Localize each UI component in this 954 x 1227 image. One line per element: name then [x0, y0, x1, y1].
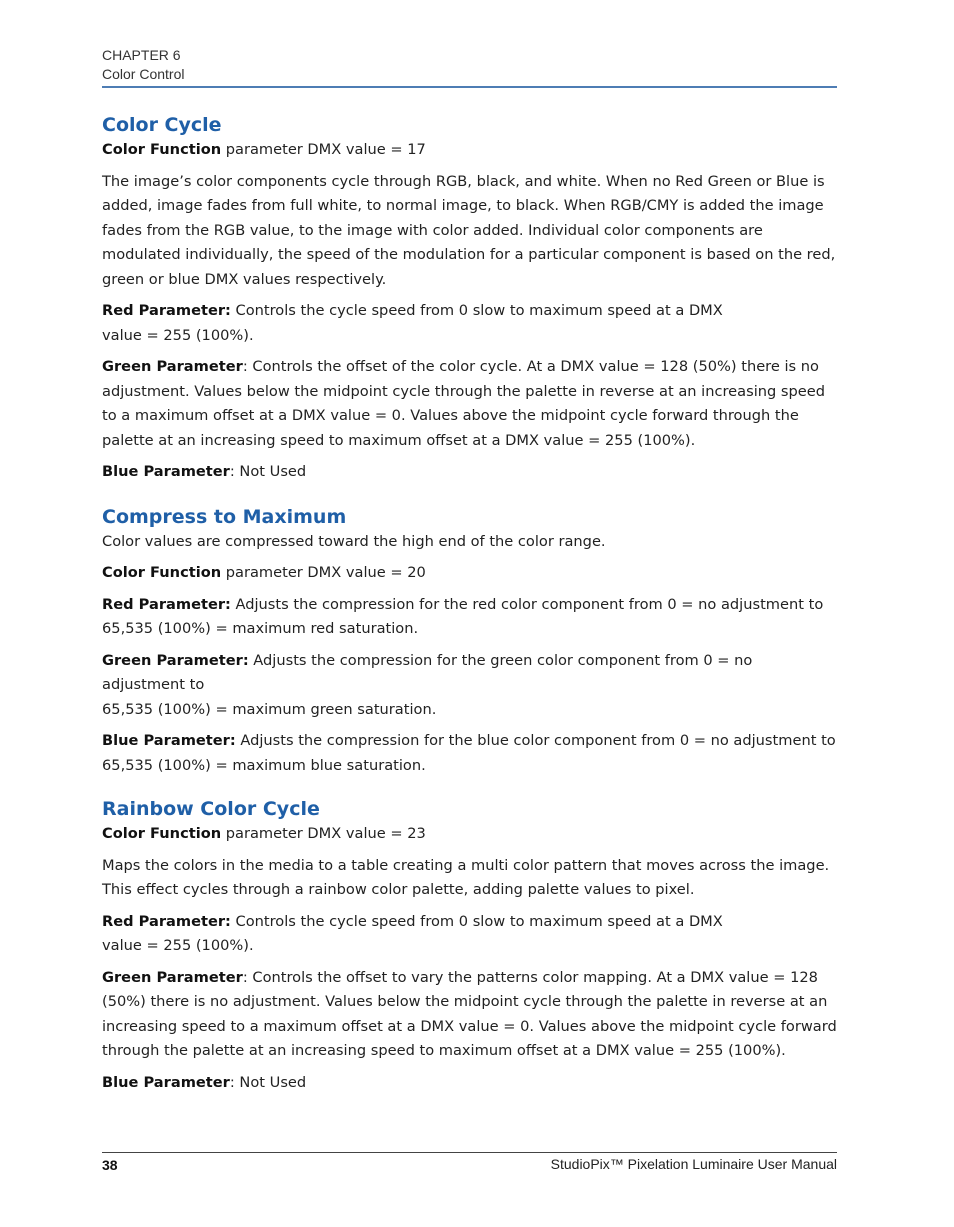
paragraph	[102, 355, 837, 453]
term-label: Red Parameter:	[102, 912, 231, 930]
section-color-cycle	[102, 112, 837, 485]
paragraph-text-continued: 65,535 (100%) = maximum green saturation.	[102, 700, 437, 718]
footer-divider	[102, 1152, 837, 1153]
term-label: Color Function	[102, 141, 222, 158]
term-label: Red Parameter:	[102, 595, 231, 613]
paragraph	[102, 593, 837, 642]
paragraph-text-continued: value = 255 (100%).	[102, 937, 254, 954]
term-label: Color Function	[102, 564, 222, 581]
paragraph-text: Adjusts the compression for the red color component from 0 = no adjustment to 65,535 (100%) = maximum red saturation.	[102, 595, 824, 637]
paragraph	[102, 910, 837, 959]
term-label: Blue Parameter:	[102, 732, 236, 749]
paragraph	[102, 649, 837, 723]
term-label: Green Parameter	[102, 358, 243, 375]
paragraph-text: parameter DMX value = 17	[221, 141, 426, 158]
paragraph-text: parameter DMX value = 23	[221, 825, 426, 842]
paragraph	[102, 966, 837, 1064]
paragraph	[102, 1071, 837, 1096]
paragraph: Color values are compressed toward the high end of the color range.	[102, 532, 606, 550]
paragraph: Maps the colors in the media to a table creating a multi color pattern that moves across the image. This effect cycles through a rainbow color palette, adding palette values to pixel.	[102, 856, 830, 898]
paragraph	[102, 138, 837, 163]
paragraph-text: Controls the cycle speed from 0 slow to maximum speed at a DMX	[230, 302, 723, 319]
section-heading: Compress to Maximum	[102, 505, 347, 528]
page-body	[102, 112, 837, 1102]
manual-title: StudioPix™ Pixelation Luminaire User Manual	[550, 1156, 837, 1172]
paragraph-text: Adjusts the compression for the blue color component from 0 = no adjustment to 65,535 (100%) = maximum blue saturation.	[102, 732, 836, 774]
paragraph	[102, 561, 837, 586]
paragraph-text: Controls the cycle speed from 0 slow to maximum speed at a DMX	[230, 912, 723, 930]
paragraph-text: : Controls the offset of the color cycle. At a DMX value = 128 (50%) there is no adjustment. Values below the midpoint cycle through the palette in reverse at an increasing speed to a maximum offset at a DMX value = 0. Values above the midpoint cycle forward through the palette at an increasing speed to maximum offset at a DMX value = 255 (100%).	[102, 358, 826, 449]
term-label: Blue Parameter	[102, 1073, 230, 1091]
term-label: Red Parameter:	[102, 302, 231, 319]
chapter-title: Color Control	[102, 66, 185, 82]
section-compress-to-maximum	[102, 504, 837, 779]
paragraph	[102, 299, 837, 348]
section-heading: Color Cycle	[102, 114, 222, 136]
page-number: 38	[102, 1157, 118, 1173]
section-heading: Rainbow Color Cycle	[102, 798, 320, 820]
paragraph	[102, 460, 837, 485]
term-label: Blue Parameter	[102, 463, 230, 480]
paragraph-text: Adjusts the compression for the green color component from 0 = no adjustment to	[102, 651, 753, 693]
paragraph-text-continued: value = 255 (100%).	[102, 326, 254, 344]
paragraph-text: : Controls the offset to vary the patterns color mapping. At a DMX value = 128 (50%) there is no adjustment. Values below the midpoint cycle through the palette in reverse at an increasing speed to a maximum offset at a DMX value = 0. Values above the midpoint cycle forward through the palette at an increasing speed to maximum offset at a DMX value = 255 (100%).	[102, 968, 837, 1059]
paragraph: The image’s color components cycle through RGB, black, and white. When no Red Green or Blue is added, image fades from full white, to normal image, to black. When RGB/CMY is added the image fades from the RGB value, to the image with color added. Individual color components are modulated individually, the speed of the modulation for a particular component is based on the red, green or blue DMX values respectively.	[102, 172, 836, 288]
paragraph-text: : Not Used	[229, 1073, 307, 1091]
chapter-number: CHAPTER 6	[102, 47, 181, 63]
running-header	[102, 46, 837, 84]
term-label: Color Function	[102, 825, 222, 842]
paragraph-text: : Not Used	[229, 463, 307, 480]
section-rainbow-color-cycle	[102, 796, 837, 1095]
paragraph	[102, 729, 837, 778]
paragraph-text: parameter DMX value = 20	[221, 564, 426, 581]
header-divider	[102, 86, 837, 88]
term-label: Green Parameter	[102, 968, 243, 986]
paragraph	[102, 822, 837, 847]
term-label: Green Parameter:	[102, 651, 249, 669]
